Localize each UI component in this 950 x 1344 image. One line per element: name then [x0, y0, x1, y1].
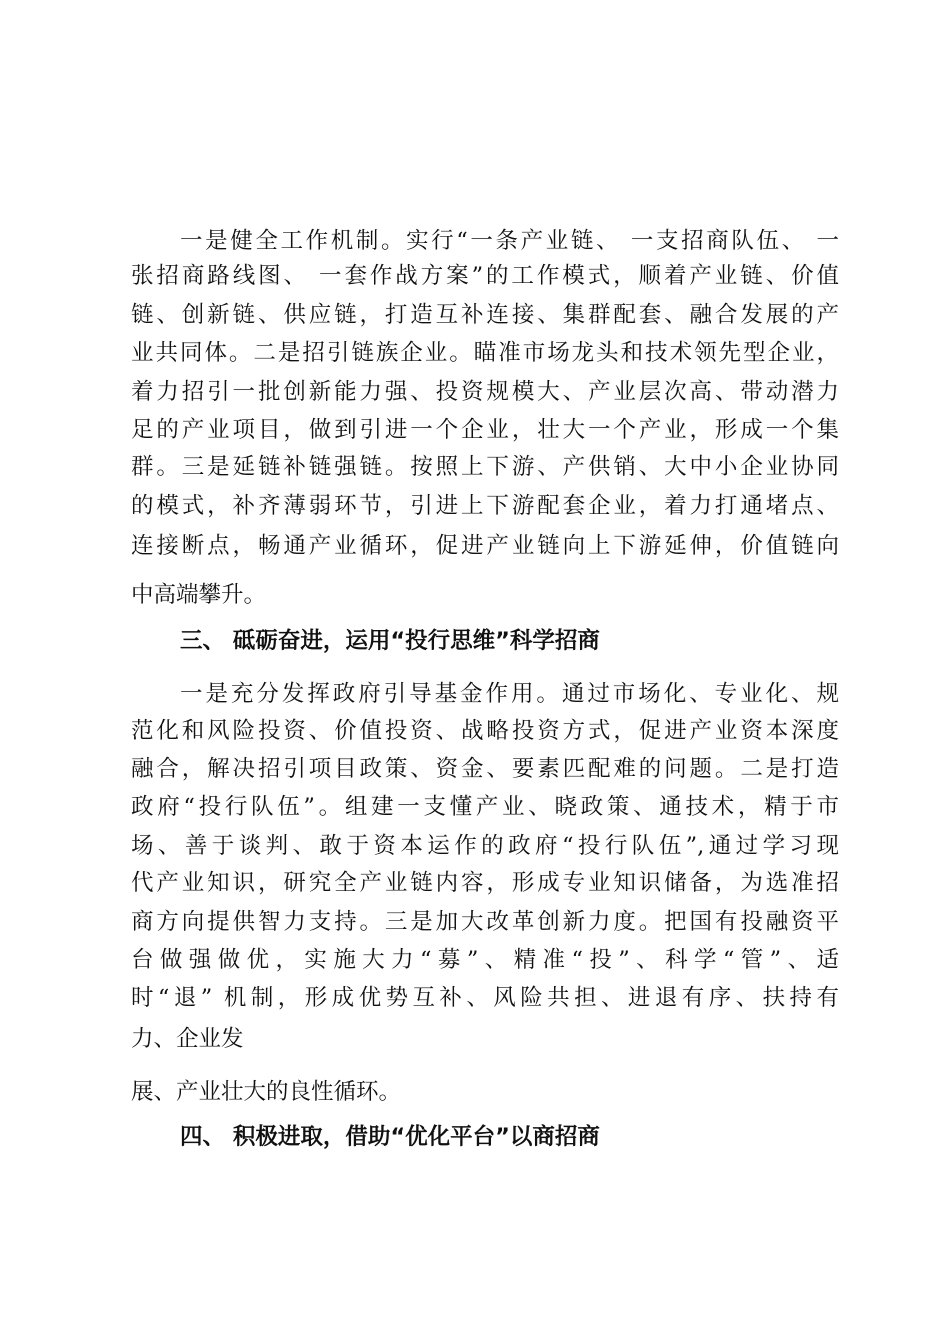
paragraph-line: 张招商路线图、 一套作战方案”的工作模式，顺着产业链、价值	[131, 263, 839, 289]
paragraph-line: 力、企业发	[131, 1026, 244, 1052]
paragraph-line: 群。三是延链补链强链。按照上下游、产供销、大中小企业协同	[131, 454, 839, 480]
paragraph-line: 代产业知识，研究全产业链内容，形成专业知识储备，为选准招	[131, 870, 839, 896]
paragraph-line: 中高端攀升。	[131, 582, 267, 608]
paragraph-line: 足的产业项目，做到引进一个企业，壮大一个产业，形成一个集	[131, 417, 839, 443]
paragraph-line: 连接断点，畅通产业循环，促进产业链向上下游延伸，价值链向	[131, 533, 839, 559]
paragraph-line: 一是充分发挥政府引导基金作用。通过市场化、专业化、规	[180, 681, 839, 707]
paragraph-line: 着力招引一批创新能力强、投资规模大、产业层次高、带动潜力	[131, 379, 839, 405]
paragraph-line: 的模式，补齐薄弱环节，引进上下游配套企业，着力打通堵点、	[131, 493, 839, 519]
paragraph-line: 台做强做优，实施大力“募”、精准“投”、科学“管”、适	[131, 947, 839, 973]
paragraph-line: 链、创新链、供应链，打造互补连接、集群配套、融合发展的产	[131, 302, 839, 328]
paragraph-line: 政府“投行队伍”。组建一支懂产业、晓政策、通技术，精于市	[131, 794, 839, 820]
paragraph-line: 范化和风险投资、价值投资、战略投资方式，促进产业资本深度	[131, 718, 839, 744]
paragraph-line: 时“退” 机制，形成优势互补、风险共担、进退有序、扶持有	[131, 985, 839, 1011]
paragraph-line: 商方向提供智力支持。三是加大改革创新力度。把国有投融资平	[131, 909, 839, 935]
paragraph-line: 场、善于谈判、敢于资本运作的政府“投行队伍”,通过学习现	[131, 833, 839, 859]
section-heading: 四、 积极进取，借助“优化平台”以商招商	[180, 1124, 600, 1150]
section-heading: 三、 砥砺奋进，运用“投行思维”科学招商	[180, 628, 600, 654]
paragraph-line: 融合，解决招引项目政策、资金、要素匹配难的问题。二是打造	[131, 756, 839, 782]
paragraph-line: 展、产业壮大的良性循环。	[131, 1079, 402, 1105]
paragraph-line: 业共同体。二是招引链族企业。瞄准市场龙头和技术领先型企业，	[131, 340, 839, 366]
paragraph-line: 一是健全工作机制。实行“一条产业链、 一支招商队伍、 一	[180, 228, 839, 254]
